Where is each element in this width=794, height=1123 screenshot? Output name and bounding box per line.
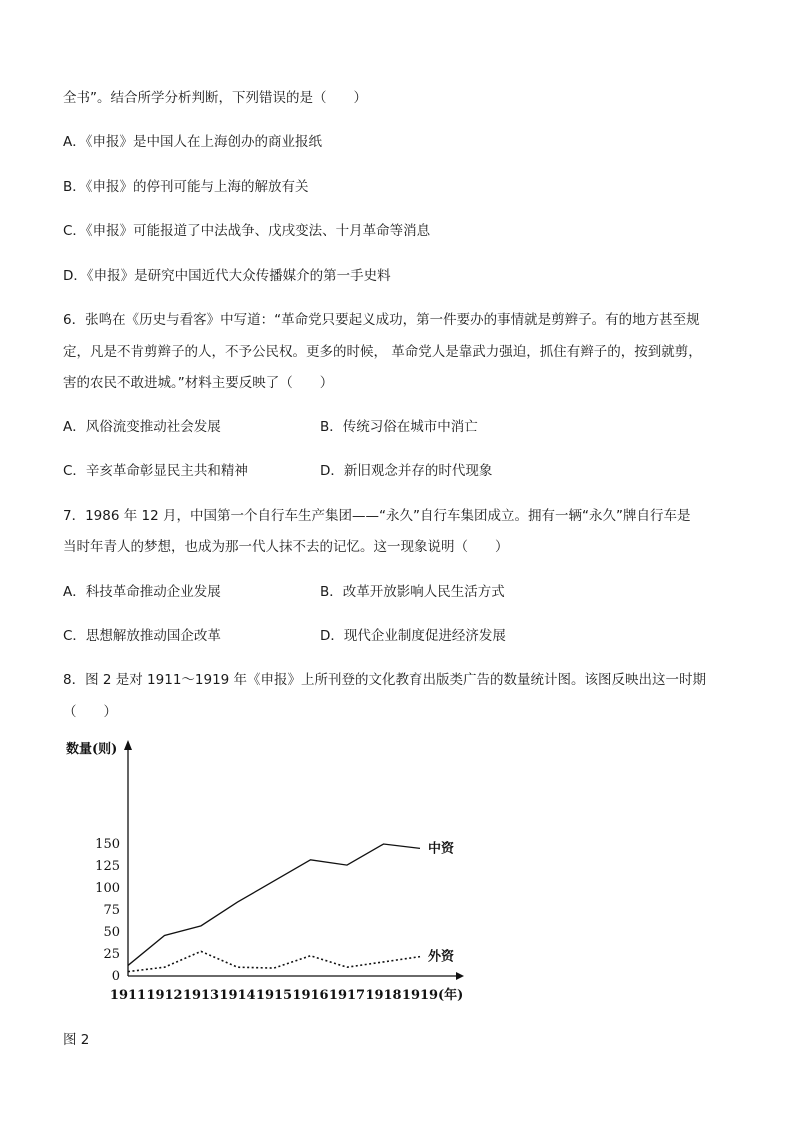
q7-option-d: D．现代企业制度促进经济发展: [320, 628, 506, 644]
y-tick-label: 0: [111, 969, 120, 984]
series-line-1: [128, 844, 420, 965]
x-tick-label: 1913: [182, 988, 220, 1003]
x-axis-arrow: [456, 972, 464, 980]
x-axis-label: (年): [438, 988, 464, 1003]
x-tick-label: 1916: [292, 988, 329, 1003]
q8-stem-line-2: （ ）: [63, 704, 117, 720]
q6-option-d: D．新旧观念并存的时代现象: [320, 463, 493, 479]
q6-stem-line-2: 定，凡是不肯剪辫子的人，不予公民权。更多的时候， 革命党人是靠武力强迫，抓住有辫子的，按到就剪，: [63, 344, 702, 360]
q7-stem-line-2: 当时年青人的梦想，也成为那一代人抹不去的记忆。这一现象说明（ ）: [63, 539, 509, 555]
y-tick-label: 25: [103, 947, 120, 962]
x-tick-label: 1917: [328, 988, 366, 1003]
series-line-2: [128, 951, 420, 971]
q5-option-d: D．《申报》是研究中国近代大众传播媒介的第一手史料: [63, 268, 391, 284]
x-tick-label: 1915: [255, 988, 293, 1003]
q5-option-b: B．《申报》的停刊可能与上海的解放有关: [63, 179, 309, 195]
y-tick-label: 100: [95, 881, 120, 896]
x-tick-label: 1912: [146, 988, 183, 1003]
q6-stem-line-3: 害的农民不敢进城。”材料主要反映了（ ）: [63, 375, 334, 391]
series-label: 中资: [428, 841, 455, 857]
q6-option-b: B．传统习俗在城市中消亡: [320, 419, 478, 435]
q7-option-a: A．科技革命推动企业发展: [63, 584, 221, 600]
x-tick-label: 1918: [365, 988, 402, 1003]
y-axis-label: 数量(则): [66, 742, 118, 757]
q7-stem-line-1: 7．1986 年 12 月，中国第一个自行车生产集团——“永久”自行车集团成立。拥有一辆“永久”牌自行车是: [63, 508, 691, 524]
q7-option-b: B．改革开放影响人民生活方式: [320, 584, 505, 600]
q8-stem-line-1: 8．图 2 是对 1911～1919 年《申报》上所刊登的文化教育出版类广告的数量统计图。该图反映出这一时期: [63, 672, 707, 688]
y-tick-label: 50: [103, 925, 120, 940]
q5-option-a: A．《申报》是中国人在上海创办的商业报纸: [63, 134, 322, 150]
y-tick-label: 150: [95, 837, 120, 852]
line-chart: [58, 728, 488, 1008]
intro-line: 全书”。结合所学分析判断，下列错误的是（ ）: [63, 90, 367, 106]
q6-option-a: A．风俗流变推动社会发展: [63, 419, 221, 435]
y-tick-label: 125: [95, 859, 120, 874]
q6-option-c: C．辛亥革命彰显民主共和精神: [63, 463, 248, 479]
x-tick-label: 1919: [401, 988, 439, 1003]
q7-option-c: C．思想解放推动国企改革: [63, 628, 221, 644]
q5-option-c: C．《申报》可能报道了中法战争、戊戌变法、十月革命等消息: [63, 223, 431, 239]
q6-stem-line-1: 6．张鸣在《历史与看客》中写道：“革命党只要起义成功，第一件要办的事情就是剪辫子。有的地方甚至规: [63, 312, 700, 328]
y-axis-arrow: [124, 740, 132, 750]
x-tick-label: 1911: [109, 988, 147, 1003]
y-tick-label: 75: [103, 903, 120, 918]
x-tick-label: 1914: [219, 988, 256, 1003]
series-label: 外资: [428, 949, 455, 965]
figure-caption: 图 2: [63, 1032, 90, 1048]
